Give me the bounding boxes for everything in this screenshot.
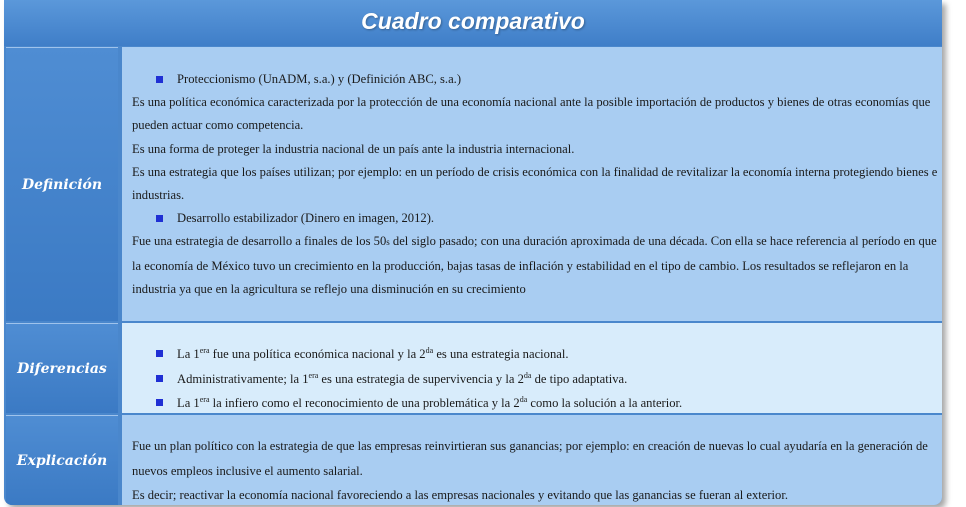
square-bullet-icon (156, 76, 163, 83)
comparison-table (4, 0, 942, 505)
row-label-diferencias: Diferencias (6, 323, 118, 413)
square-bullet-icon (156, 215, 163, 222)
row-label-explicacion: Explicación (6, 415, 118, 505)
table-title: Cuadro comparativo (4, 0, 942, 46)
paragraph: Es una estrategia que los países utilizan; por ejemplo: en un período de crisis económica con la finalidad de revitalizar la economía interna protegiendo bienes e industrias. (132, 164, 938, 203)
cell-definicion (122, 47, 942, 321)
row-explicacion (4, 415, 942, 505)
square-bullet-icon (156, 350, 163, 357)
paragraph: Fue una estrategia de desarrollo a finales de los 50s del siglo pasado; con una duración aproximada de una década. Con ella se hace referencia al período en que la economía de México tuvo un crecimiento en la producción, bajas tasas de inflación y estabilidad en el tipo de cambio. Los resultados se reflejaron en la industria ya que en la agricultura se reflejo una disminución en su crecimiento (132, 234, 937, 296)
paragraph: Fue un plan político con la estrategia de que las empresas reinvirtieran sus ganancias; por ejemplo: en creación de nuevas lo cual ayudaría en la generación de nuevos empleos inclusive el aumento salarial. (132, 439, 928, 478)
paragraph: Es una forma de proteger la industria nacional de un país ante la industria internacional. (132, 141, 575, 156)
list-item: Desarrollo estabilizador (Dinero en imagen, 2012). (132, 207, 942, 230)
square-bullet-icon (156, 375, 163, 382)
list-item: La $1^{era}$ la infiero como el reconocimiento de una problemática y la $2^{da}$ como la solución a la anterior. (156, 391, 942, 416)
list-item: Administrativamente; la $1^{era}$ es una estrategia de supervivencia y la $2^{da}$ de tipo adaptativa. (156, 367, 942, 392)
cell-diferencias (122, 323, 942, 413)
square-bullet-icon (156, 399, 163, 406)
paragraph: Es decir; reactivar la economía nacional favoreciendo a las empresas nacionales y evitando que las ganancias se fueran al exterior. (132, 488, 788, 502)
list-item: Proteccionismo (UnADM, s.a.) y (Definición ABC, s.a.) (132, 68, 942, 91)
list-item: La $1^{era}$ fue una política económica nacional y la $2^{da}$ es una estrategia nacional. (156, 342, 942, 367)
row-label-definicion: Definición (6, 47, 118, 321)
row-diferencias (4, 323, 942, 413)
row-definicion (4, 47, 942, 321)
cell-explicacion (122, 415, 942, 505)
paragraph: Es una política económica caracterizada por la protección de una economía nacional ante la posible importación de productos y bienes de otras economías que pueden actuar como competencia. (132, 95, 931, 133)
